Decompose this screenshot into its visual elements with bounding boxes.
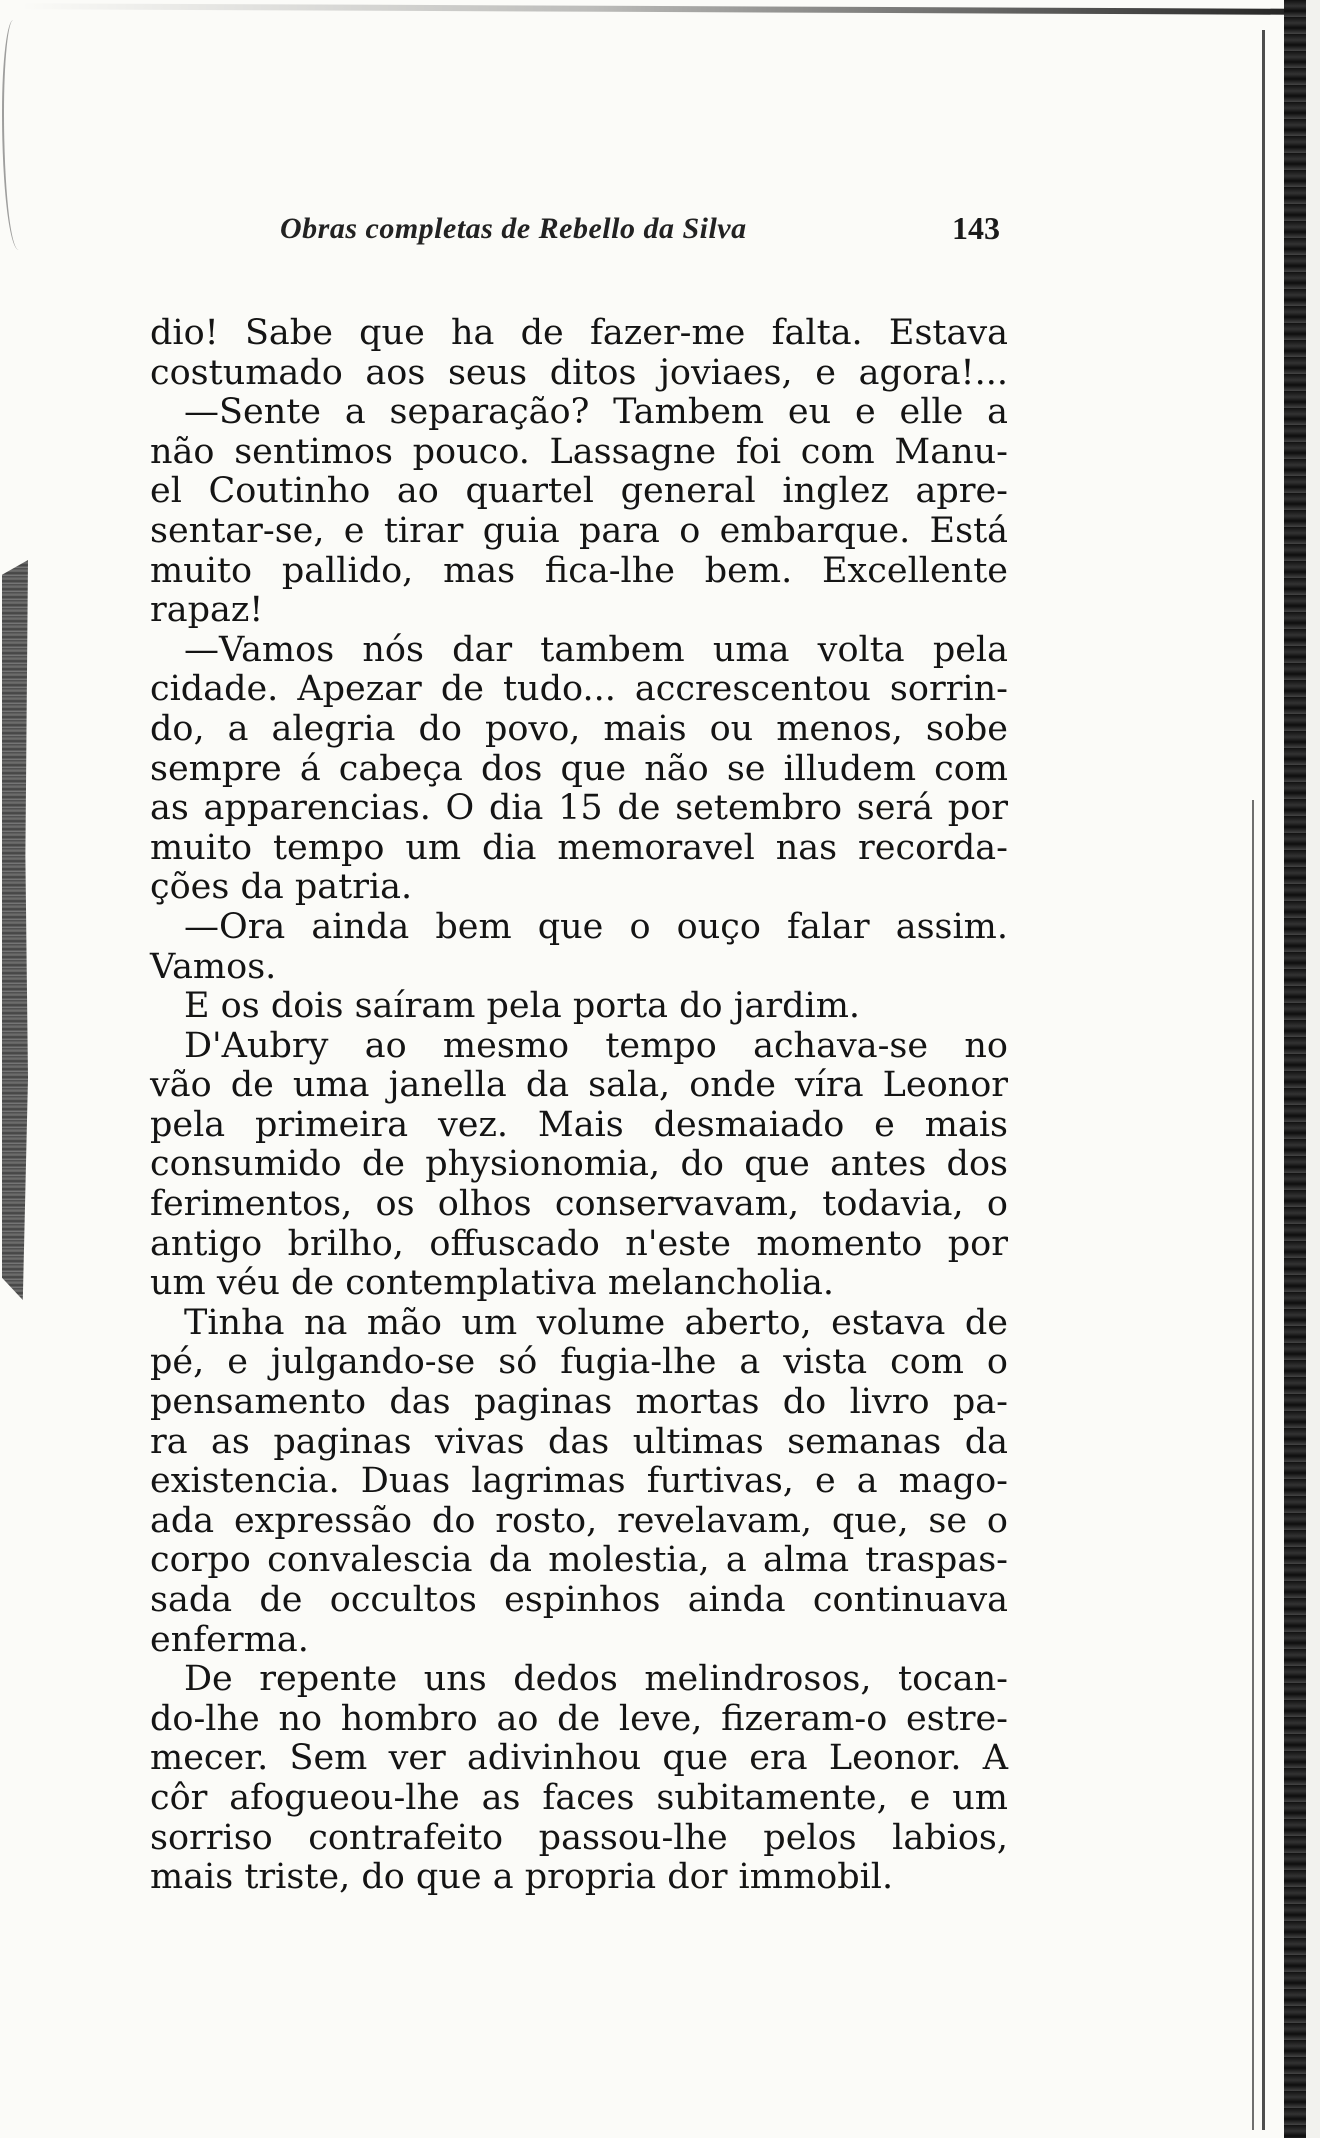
text-line: muito pallido, mas fica-lhe bem. Excellente	[150, 550, 1008, 591]
text-line: sempre á cabeça dos que não se illudem com	[150, 748, 1008, 789]
text-line: —Vamos nós dar tambem uma volta pela	[184, 629, 1008, 670]
text-line: do-lhe no hombro ao de leve, fizeram-o estre-	[150, 1698, 1008, 1739]
text-line: côr afogueou-lhe as faces subitamente, e um	[150, 1777, 1008, 1818]
text-line: existencia. Duas lagrimas furtivas, e a mago-	[150, 1461, 1008, 1502]
text-line: ra as paginas vivas das ultimas semanas da	[150, 1421, 1008, 1462]
text-line: ções da patria.	[150, 867, 413, 908]
scan-right-edge	[1284, 0, 1306, 2138]
text-line: as apparencias. O dia 15 de setembro será por	[150, 788, 1008, 829]
text-line: um véu de contemplativa melancholia.	[150, 1263, 835, 1304]
text-line: sentar-se, e tirar guia para o embarque. Está	[150, 510, 1008, 551]
text-line: antigo brilho, offuscado n'este momento por	[150, 1223, 1008, 1264]
text-line: pé, e julgando-se só fugia-lhe a vista com o	[150, 1342, 1008, 1383]
scan-right-margin	[1306, 0, 1320, 2138]
text-line: Vamos.	[150, 946, 277, 987]
text-line: pensamento das paginas mortas do livro pa-	[150, 1382, 1008, 1423]
text-line: D'Aubry ao mesmo tempo achava-se no	[184, 1025, 1008, 1066]
text-line: mais triste, do que a propria dor immobil.	[150, 1857, 894, 1898]
text-line: Tinha na mão um volume aberto, estava de	[184, 1302, 1008, 1343]
text-line: —Ora ainda bem que o ouço falar assim.	[184, 906, 1008, 947]
text-line: De repente uns dedos melindrosos, tocan-	[184, 1659, 1008, 1700]
text-line: sada de occultos espinhos ainda continuava	[150, 1580, 1008, 1620]
scan-right-line-2	[1252, 800, 1254, 2130]
scan-left-bleed	[2, 560, 28, 1300]
text-line: vão de uma janella da sala, onde víra Leonor	[150, 1065, 1008, 1106]
text-line: muito tempo um dia memoravel nas recorda-	[150, 827, 1008, 868]
text-line: el Coutinho ao quartel general inglez apre-	[150, 471, 1008, 512]
text-line: sorriso contrafeito passou-lhe pelos labios,	[150, 1817, 1008, 1858]
text-line: do, a alegria do povo, mais ou menos, sobe	[150, 708, 1008, 749]
text-line: não sentimos pouco. Lassagne foi com Manu-	[150, 431, 1008, 472]
text-line: pela primeira vez. Mais desmaiado e mais	[150, 1104, 1008, 1145]
page-number: 143	[952, 210, 1000, 246]
text-line: consumido de physionomia, do que antes dos	[150, 1144, 1008, 1185]
text-line: corpo convalescia da molestia, a alma traspas-	[150, 1540, 1008, 1581]
text-line: mecer. Sem ver adivinhou que era Leonor. A	[150, 1738, 1008, 1779]
text-line: E os dois saíram pela porta do jardim.	[184, 986, 861, 1027]
scan-right-line	[1262, 30, 1265, 2130]
text-line: enferma.	[150, 1619, 309, 1660]
scan-top-edge	[20, 3, 1290, 15]
text-line: ada expressão do rosto, revelavam, que, se o	[150, 1500, 1008, 1541]
text-line: dio! Sabe que ha de fazer-me falta. Estava	[150, 313, 1008, 353]
text-line: cidade. Apezar de tudo... accrescentou sorrin-	[150, 669, 1008, 710]
text-line: rapaz!	[150, 590, 264, 631]
scan-left-curl	[2, 20, 30, 250]
text-line: —Sente a separação? Tambem eu e elle a	[184, 392, 1008, 433]
body-text	[150, 314, 1008, 1898]
text-line: costumado aos seus ditos joviaes, e agora!...	[150, 352, 1008, 393]
running-head: Obras completas de Rebello da Silva	[280, 212, 747, 245]
text-line: ferimentos, os olhos conservavam, todavia, o	[150, 1184, 1008, 1225]
